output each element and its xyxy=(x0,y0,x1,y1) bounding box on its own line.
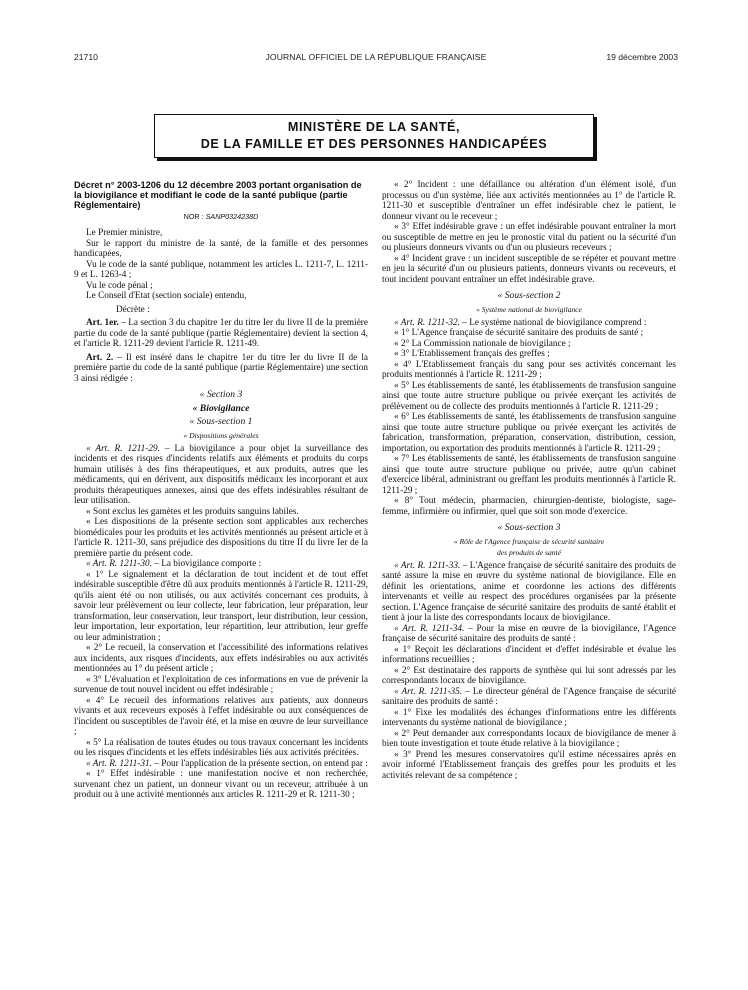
article-r1211-34 xyxy=(382,624,676,645)
article-label: « Art. R. 1211-31. xyxy=(86,758,152,769)
list-item: « 8° Tout médecin, pharmacien, chirurgien-dentiste, biologiste, sage-femme, infirmière ou infirmier, quel que soit son mode d'exercice. xyxy=(382,496,676,517)
list-item: « 4° Le recueil des informations relatives aux patients, aux donneurs vivants et aux receveurs exposés à l'effet indésirable ou aux conséquences de l'incident ou susceptibles de l'avoir été, et la mise en œuvre de leur surveillance ; xyxy=(74,695,368,738)
issue-date: 19 décembre 2003 xyxy=(606,52,678,62)
article-text: – L'Agence française de sécurité sanitaire des produits de santé assure la mise en œuvre du système national de biovigilance. Elle en définit les orientations, anime et coordonne les actions des différents intervenants et veille au respect des procédures organisées par la présente section. L'Agence française de sécurité sanitaire des produits de santé établit et tient à jour la liste des correspondants locaux de biovigilance. xyxy=(382,560,676,623)
list-item: « 2° La Commission nationale de biovigilance ; xyxy=(394,338,571,349)
list-item: « 2° Peut demander aux correspondants locaux de biovigilance de mener à bien toute investigation et toute étude relative à la biovigilance ; xyxy=(382,728,676,749)
list-item: « 1° L'Agence française de sécurité sanitaire des produits de santé ; xyxy=(394,328,644,338)
paragraph: « Sont exclus les gamètes et les produits sanguins labiles. xyxy=(86,506,299,517)
list-item: « 2° Le recueil, la conservation et l'accessibilité des informations relatives aux incidents, aux risques d'incidents, aux effets indésirables ou aux activités mentionnées au 1° du présent article ; xyxy=(74,643,368,675)
subsection-heading: « Sous-section 2 xyxy=(497,290,561,301)
article-1 xyxy=(74,318,368,350)
list-item: « 6° Les établissements de santé, les établissements de transfusion sanguine ainsi que toute autre structure publique ou privée exerçant les activités de fabrication, transformation, préparation, conservation, distribution, cession, importation, ou exportation des produits mentionnés à l'article R. 1211-29 ; xyxy=(382,412,676,454)
ministry-heading-box xyxy=(154,114,594,158)
article-text: – Il est inséré dans le chapitre 1er du titre Ier du livre II de la première partie du code de la santé publique (partie Réglementaire) une section 3 ainsi rédigée : xyxy=(74,352,368,384)
list-item: « 1° Effet indésirable : une manifestation nocive et non recherchée, survenant chez un patient, un donneur vivant ou un receveur, attribuée à un produit ou à une activité mentionnés aux articles R. 1211-29 et R. 1211-30 ; xyxy=(74,769,368,801)
article-text: – Pour la mise en œuvre de la biovigilance, l'Agence française de sécurité sanitaire des produits de santé : xyxy=(382,623,676,644)
article-r1211-31 xyxy=(74,759,368,770)
article-label: Art. 1er. xyxy=(86,318,119,329)
list-item: « 4° L'Etablissement français du sang pour ses activités concernant les produits mentionnés à l'article R. 1211-29 ; xyxy=(382,359,676,380)
article-text: – La biovigilance comporte : xyxy=(151,559,262,570)
article-2 xyxy=(74,353,368,385)
list-item: « 5° La réalisation de toutes études ou tous travaux concernant les incidents ou les risques d'incidents et les effets indésirables liés aux activités précitées. xyxy=(74,737,368,759)
article-label: « Art. R. 1211-30. xyxy=(86,559,152,570)
article-text: – Le système national de biovigilance comprend : xyxy=(459,317,647,328)
article-text: – La biovigilance a pour objet la surveillance des incidents et des risques d'incidents relatifs aux éléments et produits du corps humain utilisés à des fins thérapeutiques, et aux produits, autres que les médicaments, qui en dérivent, aux dispositifs médicaux les incorporant et aux produits thérapeutiques annexes, ainsi que des effets indésirables résultant de leur utilisation. xyxy=(74,443,368,507)
article-r1211-30 xyxy=(74,559,368,570)
paragraph: Le Conseil d'Etat (section sociale) entendu, xyxy=(86,291,247,302)
article-label: « Art. R. 1211-29. xyxy=(86,443,160,454)
running-header xyxy=(74,52,678,66)
list-item: « 2° Est destinataire des rapports de synthèse qui lui sont adressés par les correspondants locaux de biovigilance. xyxy=(382,665,676,686)
article-r1211-35 xyxy=(382,687,676,708)
list-item: « 7° Les établissements de santé, les établissements de transfusion sanguine ainsi que toute autre structure publique ou privée, autre qu'un cabinet d'exercice libéral, administrant ou greffant les produits mentionnés à l'article R. 1211-29 ; xyxy=(382,454,676,496)
paragraph: Sur le rapport du ministre de la santé, de la famille et des personnes handicapées, xyxy=(74,238,368,260)
list-item: « 1° Le signalement et la déclaration de tout incident et de tout effet indésirable susceptible d'être dû aux produits mentionnés à l'article R. 1211-29, qu'ils aient été ou non utilisés, ou aux activités concernant ces produits, à savoir leur prélèvement ou leur collecte, leur fabrication, leur préparation, leur transformation, leur conservation, leur transport, leur distribution, leur cession, leur importation, leur exportation, leur répartition, leur attribution, leur greffe ou leur administration ; xyxy=(74,569,368,643)
subsection-title: « Dispositions générales xyxy=(183,430,259,440)
article-label: « Art. R. 1211-35. xyxy=(394,686,463,697)
subsection-title: « Rôle de l'Agence française de sécurité sanitaire xyxy=(453,536,605,546)
left-column xyxy=(74,180,368,801)
page-number: 21710 xyxy=(74,52,98,62)
list-item: « 1° Fixe les modalités des échanges d'informations entre les différents intervenants du système national de biovigilance ; xyxy=(382,707,676,728)
subsection-heading: « Sous-section 1 xyxy=(189,416,253,428)
subsection-heading: « Sous-section 3 xyxy=(497,522,561,533)
article-label: « Art. R. 1211-34. xyxy=(394,623,465,634)
list-item: « 2° Incident : une défaillance ou altération d'un élément isolé, d'un processus ou d'un système, liée aux activités mentionnées au 1° de l'article R. 1211-30 et susceptible d'entraîner un effet indésirable chez le patient, le donneur vivant ou le receveur ; xyxy=(382,180,676,222)
article-r1211-33 xyxy=(382,561,676,624)
list-item: « 4° Incident grave : un incident susceptible de se répéter et pouvant mettre en jeu la sécurité d'un ou plusieurs patients, donneurs vivants ou receveurs, et tout incident pouvant entraîner un effet indésirable grave. xyxy=(382,253,676,285)
decrete-line: Décrète : xyxy=(116,304,150,315)
ministry-line-2: DE LA FAMILLE ET DES PERSONNES HANDICAPÉES xyxy=(200,137,548,151)
ministry-line-1: MINISTÈRE DE LA SANTÉ, xyxy=(287,120,461,134)
paragraph: Vu le code pénal ; xyxy=(86,280,153,291)
paragraph: Vu le code de la santé publique, notamment les articles L. 1211-7, L. 1211-9 et L. 1263-4 ; xyxy=(74,259,368,281)
article-label: Art. 2. xyxy=(86,352,114,363)
paragraph: Le Premier ministre, xyxy=(86,228,163,239)
paragraph: « Les dispositions de la présente section sont applicables aux recherches biomédicales pour les produits et les activités mentionnés au présent article et à l'article R. 1211-30, sans préjudice des dispositions du titre II du livre Ier de la première partie du présent code. xyxy=(74,517,368,559)
article-text: – Le directeur général de l'Agence française de sécurité sanitaire des produits de santé : xyxy=(382,686,676,707)
article-label: « Art. R. 1211-32. xyxy=(394,317,460,328)
section-heading: « Section 3 xyxy=(199,389,243,401)
list-item: « 3° Effet indésirable grave : un effet indésirable pouvant entraîner la mort ou susceptible de mettre en jeu le pronostic vital du patient ou la sécurité d'un ou plusieurs donneurs vivants ou d'un ou plusieurs receveurs ; xyxy=(382,222,676,253)
journal-title: JOURNAL OFFICIEL DE LA RÉPUBLIQUE FRANÇAISE xyxy=(265,52,487,62)
subsection-title: « Système national de biovigilance xyxy=(476,304,582,314)
decree-title: Décret n° 2003-1206 du 12 décembre 2003 portant organisation de la biovigilance et modifiant le code de la santé publique (partie Réglementaire) xyxy=(74,180,362,211)
article-r1211-29 xyxy=(74,444,368,507)
list-item: « 1° Reçoit les déclarations d'incident et d'effet indésirable et évalue les informations recueillies ; xyxy=(382,644,676,665)
subsection-title-continued: des produits de santé xyxy=(496,547,562,557)
nor-reference xyxy=(74,212,368,223)
list-item: « 3° L'évaluation et l'exploitation de ces informations en vue de prévenir la survenue de tout nouvel incident ou effet indésirable ; xyxy=(74,674,368,696)
list-item: « 3° Prend les mesures conservatoires qu'il estime nécessaires après en avoir informé l'Etablissement français des greffes pour les produits et les activités relevant de sa compétence ; xyxy=(382,749,676,781)
right-column xyxy=(382,180,676,781)
list-item: « 5° Les établissements de santé, les établissements de transfusion sanguine ainsi que toute autre structure publique ou privée exerçant les activités de prélèvement ou de collecte des produits mentionnés à l'article R. 1211-29 ; xyxy=(382,380,676,412)
article-text: – La section 3 du chapitre 1er du titre Ier du livre II de la première partie du code de la santé publique (partie Réglementaire) devient la section 4, et l'article R. 1211-29 devient l'article R. 1211-49. xyxy=(74,318,368,350)
nor-value: SANP0324238D xyxy=(205,211,259,221)
article-r1211-32 xyxy=(382,318,676,329)
article-text: – Pour l'application de la présente section, on entend par : xyxy=(151,758,368,769)
list-item: « 3° L'Etablissement français des greffes ; xyxy=(394,349,550,359)
nor-label: NOR : xyxy=(183,211,204,221)
article-label: « Art. R. 1211-33. xyxy=(394,560,461,571)
section-title: « Biovigilance xyxy=(192,402,250,414)
